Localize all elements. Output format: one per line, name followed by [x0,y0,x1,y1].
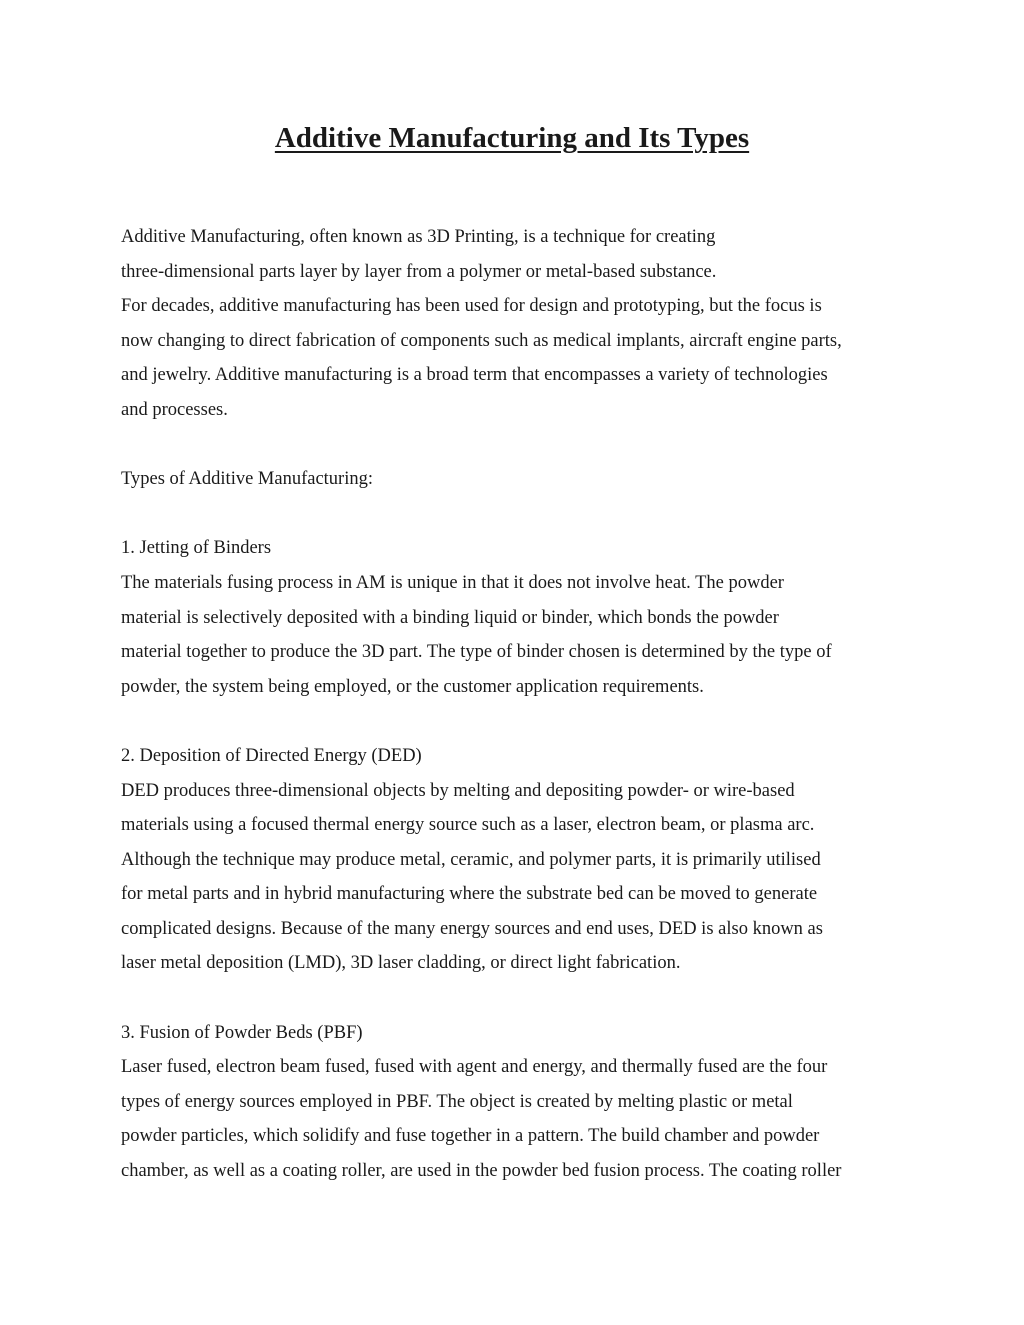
text-line: for metal parts and in hybrid manufacturing where the substrate bed can be moved to generate [121,884,818,905]
text-line: material together to produce the 3D part. The type of binder chosen is determined by the type of [121,642,832,663]
text-line: types of energy sources employed in PBF. The object is created by melting plastic or metal [121,1091,793,1112]
section-heading: 1. Jetting of Binders [121,538,272,559]
text-line: materials using a focused thermal energy source such as a laser, electron beam, or plasma arc. [121,815,815,836]
text-line: For decades, additive manufacturing has been used for design and prototyping, but the focus is [121,296,822,317]
text-line: Laser fused, electron beam fused, fused with agent and energy, and thermally fused are the four [121,1057,828,1078]
document-body [121,220,921,1189]
document-title: Additive Manufacturing and Its Types [274,122,750,154]
text-line: material is selectively deposited with a binding liquid or binder, which bonds the powder [121,607,779,628]
text-line: The materials fusing process in AM is unique in that it does not involve heat. The powder [121,572,784,593]
section-heading: 3. Fusion of Powder Beds (PBF) [121,1022,363,1043]
text-line: Although the technique may produce metal, ceramic, and polymer parts, it is primarily utilised [121,849,821,870]
text-line: now changing to direct fabrication of components such as medical implants, aircraft engine parts, [121,330,842,351]
section-heading: 2. Deposition of Directed Energy (DED) [121,745,422,766]
text-line: Additive Manufacturing, often known as 3D Printing, is a technique for creating [121,227,716,247]
text-line: chamber, as well as a coating roller, are used in the powder bed fusion process. The coating roller [121,1161,842,1182]
text-line: powder particles, which solidify and fuse together in a pattern. The build chamber and powder [121,1126,820,1147]
intro-paragraph [121,220,921,428]
paragraph-spacer [121,497,921,532]
text-line: powder, the system being employed, or the customer application requirements. [121,676,704,697]
paragraph-spacer [121,704,921,739]
text-line: and processes. [121,399,228,420]
text-line: and jewelry. Additive manufacturing is a broad term that encompasses a variety of technologies [121,365,828,386]
section-directed-energy-deposition [121,739,921,981]
text-line: DED produces three-dimensional objects by melting and depositing powder- or wire-based [121,780,795,801]
section-binder-jetting [121,531,921,704]
types-heading: Types of Additive Manufacturing: [121,469,373,490]
paragraph-spacer [121,981,921,1016]
text-line: complicated designs. Because of the many energy sources and end uses, DED is also known as [121,918,823,939]
paragraph-spacer [121,428,921,463]
section-powder-bed-fusion [121,1016,921,1189]
text-line: laser metal deposition (LMD), 3D laser cladding, or direct light fabrication. [121,953,681,974]
text-line: three-dimensional parts layer by layer from a polymer or metal-based substance. [121,261,717,282]
